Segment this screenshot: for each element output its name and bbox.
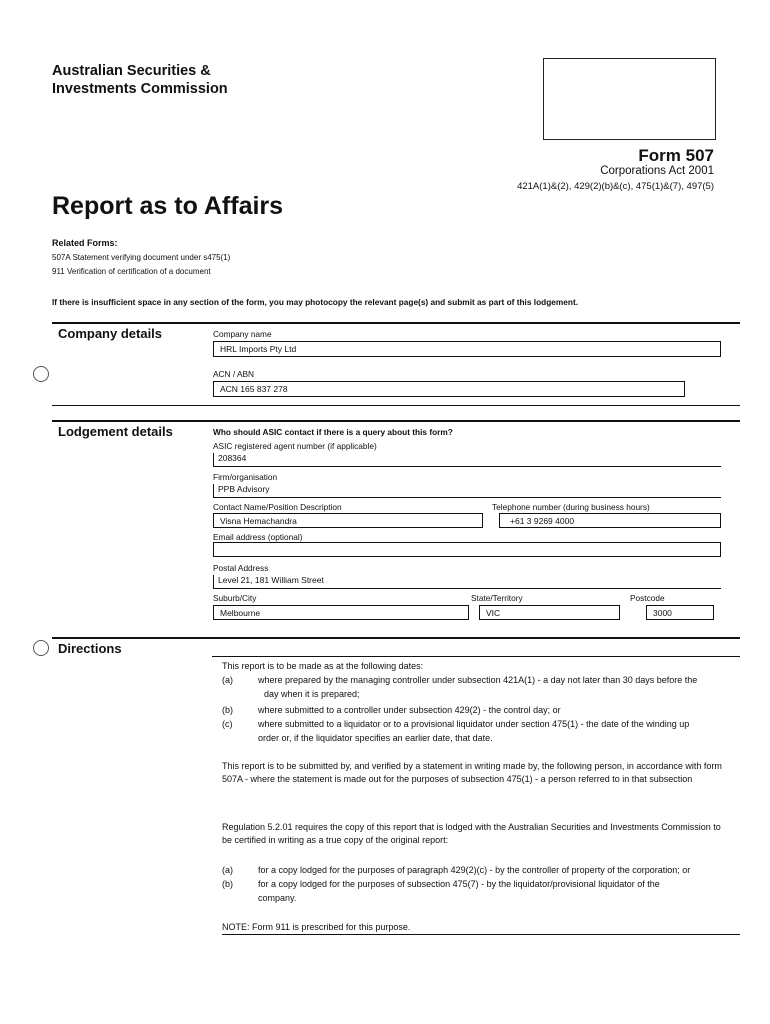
page-title: Report as to Affairs (52, 192, 284, 220)
telephone-label: Telephone number (during business hours) (492, 502, 650, 512)
punch-hole (33, 366, 49, 382)
company-details-heading: Company details (58, 326, 163, 341)
company-name-label: Company name (213, 329, 272, 339)
contact-name-label: Contact Name/Position Description (213, 502, 342, 512)
act-sections: 421A(1)&(2), 429(2)(b)&(c), 475(1)&(7), 497(5) (517, 181, 714, 192)
org-line-2: Investments Commission (52, 81, 228, 97)
list-marker: (b) (222, 705, 233, 715)
postal-address-field[interactable]: Level 21, 181 William Street (213, 575, 721, 589)
list-marker: (c) (222, 719, 233, 729)
section-divider (52, 322, 740, 324)
list-marker: (b) (222, 879, 233, 889)
list-item: for a copy lodged for the purposes of subsection 475(7) - by the liquidator/provisional liquidator of the (258, 879, 660, 889)
directions-paragraph: This report is to be made as at the following dates: (222, 661, 424, 671)
state-label: State/Territory (471, 593, 523, 603)
list-item: company. (258, 893, 297, 903)
related-forms-heading: Related Forms: (52, 238, 118, 248)
org-line-1: Australian Securities & (52, 63, 211, 79)
state-field[interactable]: VIC (479, 605, 620, 620)
directions-heading: Directions (58, 641, 122, 656)
list-marker: (a) (222, 865, 233, 875)
directions-paragraph: Regulation 5.2.01 requires the copy of this report that is lodged with the Australian Securities and Investments Commission to be certified in writing as a true copy of the original report: (222, 822, 721, 845)
list-marker: (a) (222, 675, 233, 685)
related-form-item: 911 Verification of certification of a document (52, 267, 211, 276)
suburb-field[interactable]: Melbourne (213, 605, 469, 620)
acn-label: ACN / ABN (213, 369, 255, 379)
related-form-item: 507A Statement verifying document under s475(1) (52, 253, 231, 262)
acn-field[interactable]: ACN 165 837 278 (213, 381, 685, 397)
act-name: Corporations Act 2001 (600, 165, 714, 177)
office-use-box (543, 58, 716, 140)
firm-field[interactable]: PPB Advisory (213, 484, 721, 498)
section-divider (212, 656, 740, 657)
section-divider (52, 420, 740, 422)
telephone-field[interactable]: +61 3 9269 4000 (499, 513, 721, 528)
list-item: where prepared by the managing controller under subsection 421A(1) - a day not later than 30 days before the (258, 675, 698, 685)
suburb-label: Suburb/City (213, 593, 257, 603)
directions-paragraph: This report is to be submitted by, and verified by a statement in writing made by, the following person, in accordance with form 507A - where the statement is made out for the purposes of subsection 475(1) - a person referred to in that subsection (222, 761, 722, 784)
postcode-field[interactable]: 3000 (646, 605, 714, 620)
contact-question: Who should ASIC contact if there is a query about this form? (213, 427, 453, 437)
note: NOTE: Form 911 is prescribed for this purpose. (222, 922, 411, 932)
email-label: Email address (optional) (213, 532, 303, 542)
list-item: for a copy lodged for the purposes of paragraph 429(2)(c) - by the controller of property of the corporation; or (258, 865, 691, 875)
company-name-field[interactable]: HRL Imports Pty Ltd (213, 341, 721, 357)
section-divider (52, 637, 740, 639)
form-number: Form 507 (638, 146, 714, 165)
punch-hole (33, 640, 49, 656)
email-field[interactable] (213, 542, 721, 557)
section-divider (52, 405, 740, 406)
section-divider (222, 934, 740, 935)
firm-label: Firm/organisation (213, 472, 278, 482)
agent-number-field[interactable]: 208364 (213, 453, 721, 467)
agent-number-label: ASIC registered agent number (if applicable) (213, 441, 377, 451)
list-item: where submitted to a controller under subsection 429(2) - the control day; or (258, 705, 561, 715)
list-item: order or, if the liquidator specifies an earlier date, that date. (258, 733, 493, 743)
list-item: day when it is prepared; (264, 689, 360, 699)
list-item: where submitted to a liquidator or to a provisional liquidator under section 475(1) - the date of the winding up (258, 719, 690, 729)
contact-name-field[interactable]: Visna Hemachandra (213, 513, 483, 528)
organisation-name (52, 62, 228, 98)
postal-address-label: Postal Address (213, 563, 269, 573)
space-note: If there is insufficient space in any section of the form, you may photocopy the relevant page(s) and submit as part of this lodgement. (52, 297, 579, 307)
postcode-label: Postcode (630, 593, 665, 603)
lodgement-details-heading: Lodgement details (58, 424, 173, 439)
